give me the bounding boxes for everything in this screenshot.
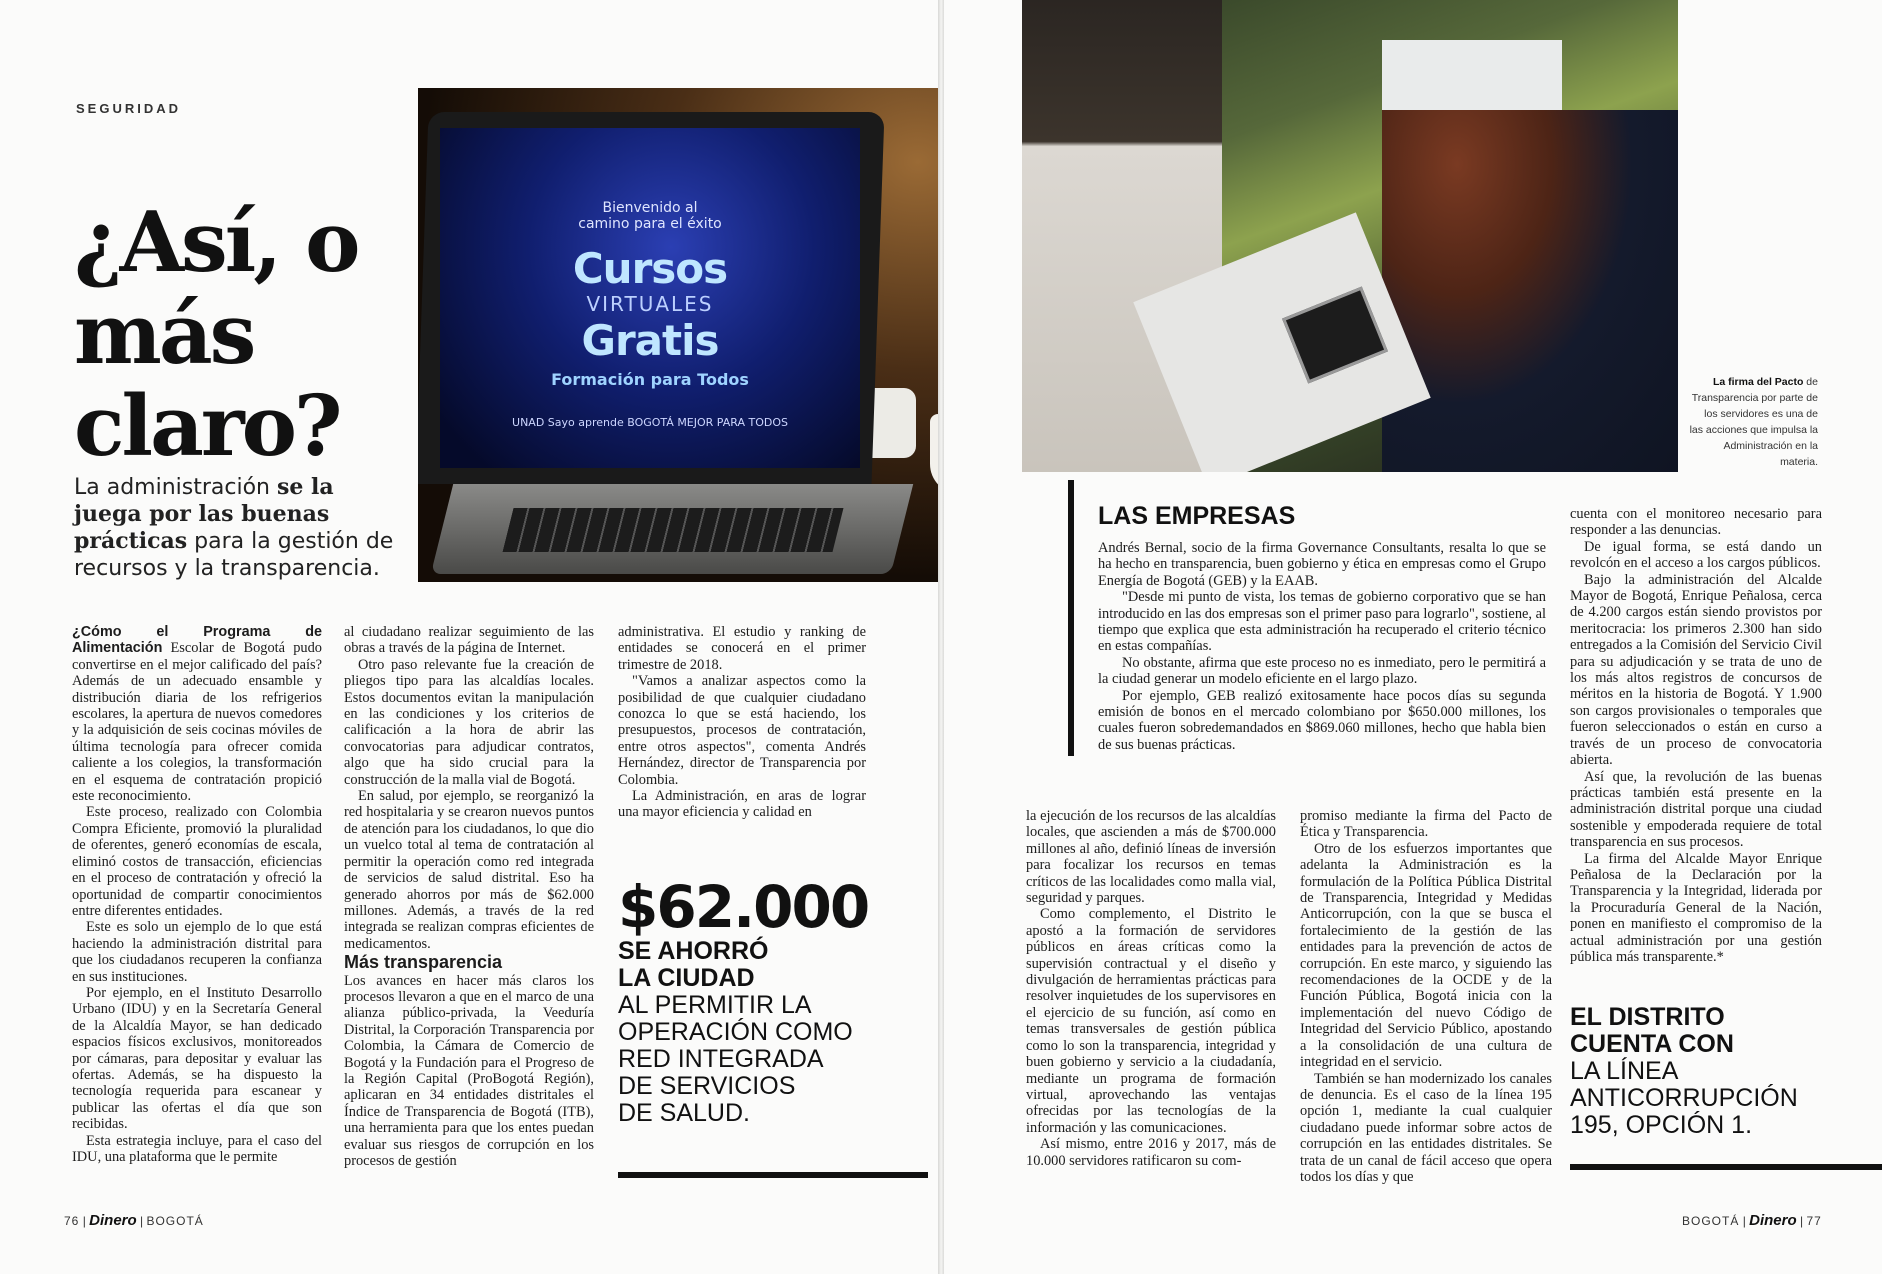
right-page [944,0,1882,1274]
left-page [0,0,940,1274]
brand-logo: Dinero [89,1212,137,1229]
laptop-screen: Bienvenido al camino para el éxito Cursos VIRTUALES Gratis Formación para Todos UNAD Sayo aprende BOGOTÁ MEJOR PARA TODOS [440,128,860,468]
sidebar-heading: LAS EMPRESAS [1098,502,1296,530]
woman-figure [1382,110,1678,472]
laptop-keys [503,508,844,552]
left-column-3: administrativa. El estudio y ranking de entidades se conocerá en el primer trimestre de 2018. "Vamos a analizar aspectos como la posibilidad de que cualquier ciudadano conozca lo que se está haciendo, los presupuestos, procesos de contratación, entre otros aspectos", comenta Andrés Hernández, director de Transparencia por Colombia. La Administración, en aras de lograr una mayor eficiencia y calidad en [618,624,866,821]
article-dek: La administración se la juega por las buenas prácticas para la gestión de recursos y la transparencia. [74,474,394,581]
section-label: SEGURIDAD [76,101,182,116]
sidebar-bar [1068,480,1074,756]
right-column-2: promiso mediante la firma del Pacto de Ética y Transparencia. Otro de los esfuerzos importantes que adelanta la Administración es la formulación de la Política Pública Distrital de Transparencia, Integridad y Medidas Anticorrupción, con la que se busca el fortalecimiento de la gestión de las entidades para la prevención de actos de corrupción. En este marco, y siguiendo las recomendaciones de la OCDE y de la Función Pública, Bogotá inicia con la implementación del nuevo Código de Integridad del Servicio Público, apostando a la consolidación de una cultura de integridad en el servicio. También se han modernizado los canales de denuncia. Es el caso de la línea 195 opción 1, mediante la cual cualquier ciudadano puede informar sobre actos de corrupción en las entidades distritales. Se trata de un canal de fácil acceso que opera todos los días y que [1300,808,1552,1185]
callout-rule [618,1172,928,1178]
subheading: Más transparencia [344,952,503,973]
left-footer: 76 | Dinero | BOGOTÁ [64,1212,204,1229]
photo-caption: La firma del Pacto de Transparencia por parte de los servidores es una de las acciones que impulsa la Administración en la materia. [1689,376,1818,468]
page-number: 76 [64,1214,80,1228]
screen-logos: UNAD Sayo aprende BOGOTÁ MEJOR PARA TODOS [512,416,788,429]
hotline-callout: EL DISTRITO CUENTA CON LA LÍNEA ANTICORRUPCIÓN 195, OPCIÓN 1. [1570,1004,1870,1139]
left-column-1: ¿Cómo el Programa de Alimentación Escolar de Bogotá pudo convertirse en el mejor calificado del país? Además de un adecuado ensamble y distribución diaria de los refrigerios escolares, la apertura de nuevos comedores y la adquisición de seis cocinas móviles de última tecnología para ofrecer comida caliente a los colegios, la transformación en el esquema de contratación propició este reconocimiento. Este proceso, realizado con Colombia Compra Eficiente, promovió la pluralidad de oferentes, generó economías de escala, eliminó costos de transacción, eficiencias en el proceso de contratación y ofreció la oportunidad de compartir conocimientos entre diferentes entidades. Este es solo un ejemplo de lo que está haciendo la administración distrital para que los ciudadanos recuperen la confianza en sus instituciones. Por ejemplo, en el Instituto Desarrollo Urbano (IDU) y en la Secretaría General de la Alcaldía Mayor, se han dedicado espacios físicos exclusivos, monitoreados por cámaras, para depositar y evaluar las ofertas. Además, se ha dispuesto la tecnología requerida para escanear y publicar las ofertas el día que son recibidas. Esta estrategia incluye, para el caso del IDU, una plataforma que le permite [72,624,322,1165]
signing-photo [1022,0,1678,472]
article-title: ¿Así, o más claro? [74,193,358,475]
brand-logo: Dinero [1749,1212,1797,1229]
callout-rule [1570,1164,1882,1170]
left-column-2: al ciudadano realizar seguimiento de las obras a través de la página de Internet. Otro paso relevante fue la creación de pliegos tipo para las alcaldías locales. Estos documentos evitan la manipulación en las condiciones y los criterios de calificación a la hora de abrir las convocatorias para adjudicar contratos, algo que ha sido crucial para la construcción de la malla vial de Bogotá. En salud, por ejemplo, se reorganizó la red hospitalaria y se crearon nuevos puntos de atención para los ciudadanos, lo que dio un vuelco total al tema de contratación al permitir la operación como red integrada de servicios de salud distrital. Eso ha generado ahorros por más de $62.000 millones. Además, a través de la red integrada se realizan compras eficientes de medicamentos. Más transparencia Los avances en hacer más claros los procesos llevaron a que en el marco de una alianza público-privada, la Veeduría Distrital, la Corporación Transparencia por Colombia, la Cámara de Comercio de Bogotá y la Fundación para el Progreso de la Región Capital (ProBogotá Región), aplicaran en 34 entidades distritales el Índice de Transparencia de Bogotá (ITB), una herramienta para que los entes puedan evaluar sus riesgos de corrupción en los procesos de gestión [344,624,594,1169]
right-column-1: la ejecución de los recursos de las alcaldías locales, que ascienden a más de $700.000 millones al año, definió líneas de inversión para focalizar los recursos en temas críticos de las localidades como malla vial, seguridad y parques. Como complemento, el Distrito le apostó a la formación de servidores públicos en áreas críticas como la supervisión contractual y el diseño y divulgación de herramientas prácticas para resolver inquietudes de los supervisores en el ejercicio de su función, así como en temas transversales de gestión pública como lo son la transparencia, integridad y buen gobierno y servicio a la ciudadanía, mediante un programa de formación virtual, aprovechando las ventajas ofrecidas por las tecnologías de la información y las comunicaciones. Así mismo, entre 2016 y 2017, más de 10.000 servidores ratificaron su com- [1026,808,1276,1169]
savings-callout: $62.000 SE AHORRÓ LA CIUDAD AL PERMITIR LA OPERACIÓN COMO RED INTEGRADA DE SERVICIOS DE SALUD. [618,876,928,1127]
right-column-3: cuenta con el monitoreo necesario para responder a las denuncias. De igual forma, se está dando un revolcón en el acceso a los cargos públicos. Bajo la administración del Alcalde Mayor de Bogotá, Enrique Peñalosa, cerca de 4.200 cargos están siendo provistos por meritocracia: los primeros 2.300 han sido entregados a la Comisión del Servicio Civil para su adjudicación y se trata de uno de los más altos registros de concursos de méritos en la historia de Bogotá. Y 1.900 son cargos provisionales o temporales que fueron seleccionados o están en curso a través de un proceso de convocatoria abierta. Así que, la revolución de las buenas prácticas también está presente en la administración distrital porque una ciudad sostenible y empoderada requiere de total transparencia en sus procesos. La firma del Alcalde Mayor Enrique Peñalosa de la Declaración por la Transparencia y la Integridad, liderada por la Procuraduría General de la Nación, ponen en manifiesto el compromiso de la actual administración por una gestión pública más transparente.* [1570,506,1822,965]
sidebar-empresas: LAS EMPRESAS Andrés Bernal, socio de la firma Governance Consultants, resalta lo que se ha hecho en transparencia, buen gobierno y ética en empresas como el Grupo Energía de Bogotá (GEB) y la EAAB. "Desde mi punto de vista, los temas de gobierno corporativo que se han introducido en las dos empresas son el primer paso para lograrlo", sostiene, al tiempo que explica que esta administración ha recuperado el criterio técnico en estas compañías. No obstante, afirma que este proceso no es inmediato, pero le permitirá a la ciudad generar un modelo eficiente en el largo plazo. Por ejemplo, GEB realizó exitosamente hace pocos días su segunda emisión de bonos en el mercado colombiano por $650.000 millones, los cuales fueron sobredemandados en $869.060 millones, hecho que habla bien de sus buenas prácticas. [1068,480,1558,756]
right-footer: BOGOTÁ | Dinero | 77 [1682,1212,1822,1229]
laptop-photo [418,88,1006,582]
page-number: 77 [1806,1214,1822,1228]
savings-number: $62.000 [618,873,869,941]
